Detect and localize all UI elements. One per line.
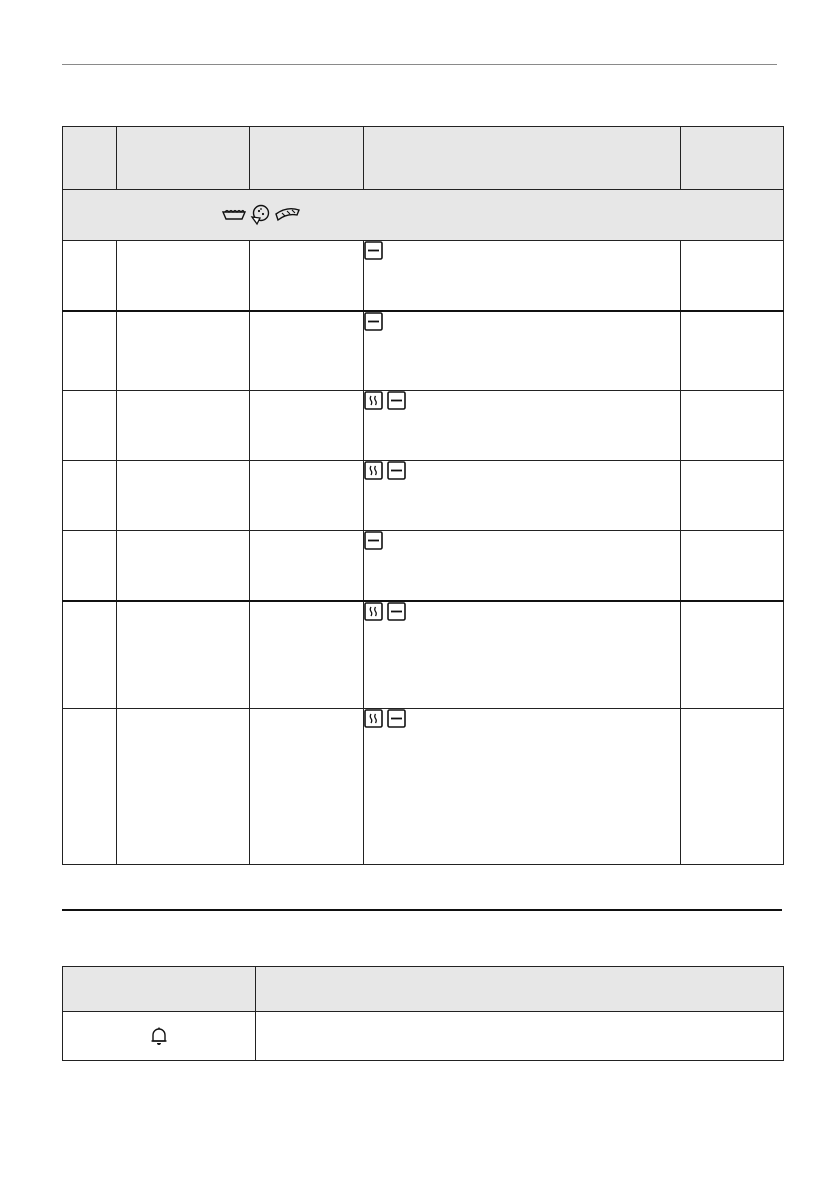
- table-row: [63, 531, 784, 601]
- bottom-heat-icon: [364, 312, 383, 331]
- table-header-row: [63, 127, 784, 190]
- bottom-heat-icon: [387, 461, 406, 480]
- bottom-heat-icon: [364, 531, 383, 550]
- table-row: [63, 461, 784, 531]
- signals-table: [62, 966, 784, 1061]
- bottom-heat-icon: [387, 391, 406, 410]
- bottom-heat-icon: [387, 602, 406, 621]
- header-cell: [681, 127, 784, 190]
- fan-heat-icon: [364, 391, 383, 410]
- cooking-table: [62, 126, 784, 865]
- bell-icon: [148, 1025, 170, 1047]
- bottom-heat-icon: [387, 709, 406, 728]
- section-divider: [62, 909, 782, 911]
- tart-pan-icon: [221, 207, 247, 223]
- header-cell: [117, 127, 250, 190]
- header-cell: [63, 967, 256, 1012]
- table-row: [63, 709, 784, 865]
- bottom-heat-icon: [364, 241, 383, 260]
- pizza-icon: [249, 204, 271, 226]
- table-row: [63, 601, 784, 709]
- header-cell: [63, 127, 117, 190]
- header-rule: [62, 64, 777, 65]
- table-row: [63, 241, 784, 311]
- table-row: [63, 391, 784, 461]
- header-cell: [250, 127, 364, 190]
- fan-heat-icon: [364, 461, 383, 480]
- group-cell: [63, 190, 784, 241]
- table-header-row: [63, 967, 784, 1012]
- fan-heat-icon: [364, 709, 383, 728]
- signal-description-cell: [256, 1012, 784, 1061]
- header-cell: [256, 967, 784, 1012]
- table-row: [63, 311, 784, 391]
- header-cell: [364, 127, 681, 190]
- group-row: [63, 190, 784, 241]
- table-row: [63, 1012, 784, 1061]
- signal-icon-cell: [63, 1012, 256, 1061]
- baguette-icon: [273, 205, 301, 225]
- fan-heat-icon: [364, 602, 383, 621]
